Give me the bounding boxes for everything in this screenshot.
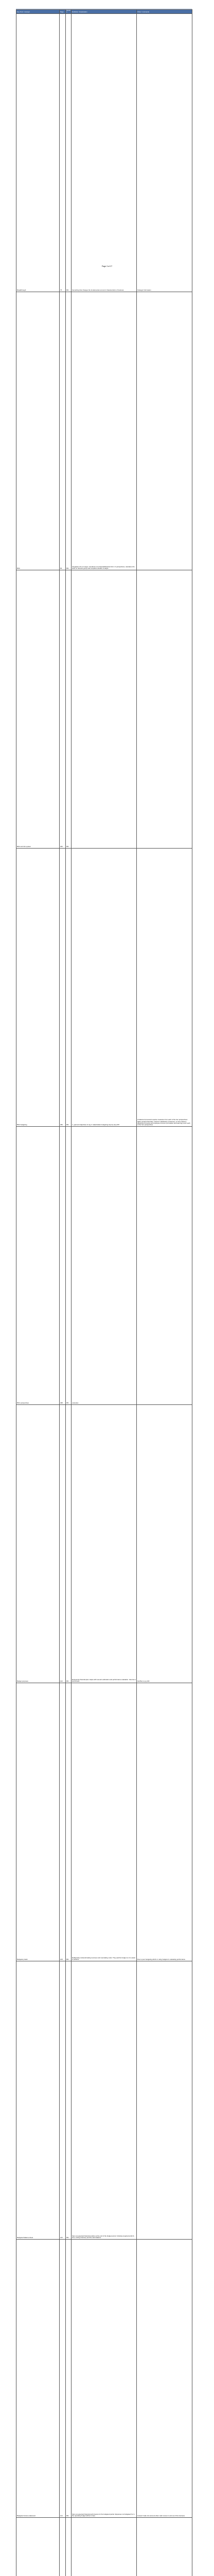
comments-cell: [137, 1126, 192, 1404]
comments-cell: It doesn't take into account when cash comes in and out of the business.: [137, 2239, 192, 2517]
module-cell: MS: [66, 1404, 72, 1683]
table-row: [16, 292, 192, 570]
key-term-cell: BSC perspectives: [16, 1126, 60, 1404]
comments-cell: [137, 2517, 192, 2576]
definition-cell: Sets out expected financial performance for the budgeted period. Expenses not budgeted for in the operating budget will be in here.: [72, 2239, 137, 2517]
definition-cell: [72, 570, 137, 848]
page-cell: 114: [60, 2239, 66, 2517]
definition-cell: Something that changes the fundamental economic characteristics of business: [72, 13, 137, 292]
module-cell: MS: [66, 1126, 72, 1404]
header-module: Module: [66, 9, 70, 13]
module-cell: [66, 2517, 72, 2576]
table-row: [16, 570, 192, 848]
key-term-cell: Budgeted income statement: [16, 2239, 60, 2517]
comments-cell: Fail Bel on pg 103: [137, 1404, 192, 1683]
comments-cell: Strategic Information: [137, 13, 192, 292]
header-comments: Other / comments: [137, 10, 192, 14]
page-cell: [60, 2517, 66, 2576]
page-cell: 298: [60, 1126, 66, 1404]
definition-cell: [72, 2517, 137, 2576]
table-row: [16, 1404, 192, 1683]
comments-cell: Due to poor budgeting which or using budgets in evaluating performance: [137, 1683, 192, 1961]
page-cell: 256: [60, 848, 66, 1126]
definition-cell: Integrates info in 3 ways: Combines non-financial/financial info in 4 perspectives, cascades info down to relevant group and compares actuals vs target: [72, 292, 137, 570]
table-row: [16, 2517, 192, 2576]
page-cell: 115: [60, 1961, 66, 2239]
module-cell: MS: [66, 1961, 72, 2239]
page-cell: 75: [60, 13, 66, 292]
table-row: [16, 1126, 192, 1404]
table-row: [16, 2239, 192, 2517]
page-number: Page 3 of 27: [101, 265, 113, 267]
module-cell: MS: [66, 570, 72, 848]
page-cell: 102: [60, 1404, 66, 1683]
table-row: [16, 1683, 192, 1961]
table-body: [16, 13, 192, 2576]
definition-cell: Deliberately underestimating revenues and overstating costs. They pad the budget so it is easier to achieve.: [72, 1683, 137, 1961]
header-page: Page: [60, 10, 66, 14]
table-header-row: [16, 10, 192, 14]
key-term-cell: BSC and info system: [16, 570, 60, 848]
module-cell: MS: [66, 292, 72, 570]
header-key-term: Key Term / concept: [16, 10, 60, 14]
key-term-cell: BSC budgeting: [16, 848, 60, 1126]
glossary-table: [16, 9, 192, 2576]
definition-cell: examples: [72, 1126, 137, 1404]
key-term-cell: Budgeted balance sheet: [16, 1961, 60, 2239]
table-row: [16, 848, 192, 1126]
module-cell: MS: [66, 2239, 72, 2517]
header-definition: Definition / Explanation: [72, 10, 137, 14]
comments-cell: A balanced scorecard requires measures from each of the four perspectives: Sales growth (financial), customer satisfaction (customer), on-time delivery (Business Process) and employee turnover (innovation and learning) cover each of the four perspectives.: [137, 848, 192, 1126]
comments-cell: [137, 292, 192, 570]
key-term-cell: Breakthrough: [16, 13, 60, 292]
page-cell: 105: [60, 1683, 66, 1961]
module-cell: MS: [66, 848, 72, 1126]
page-cell: 82: [60, 292, 66, 570]
key-term-cell: Budget purposes: [16, 1404, 60, 1683]
definition-cell: Represents financial plan. Helps with resource allocation and performance evaluation. Used as a benchmark: [72, 1404, 137, 1683]
page-cell: 363: [60, 570, 66, 848]
definition-cell: Sets out expected financial position at the end of the budget period. Includes projected profit & loss, ending inventory and the cash balance.: [72, 1961, 137, 2239]
key-term-cell: [16, 2517, 60, 2576]
module-cell: MS: [66, 1683, 72, 1961]
module-cell: MS: [66, 13, 72, 292]
table-row: [16, 13, 192, 292]
comments-cell: [137, 1961, 192, 2239]
definition-cell: 1. goal and objectives of org 2. stakeholders budgeting step by step 257: [72, 848, 137, 1126]
table-row: [16, 1961, 192, 2239]
key-term-cell: BSC: [16, 292, 60, 570]
comments-cell: [137, 570, 192, 848]
key-term-cell: Budgetary slack: [16, 1683, 60, 1961]
